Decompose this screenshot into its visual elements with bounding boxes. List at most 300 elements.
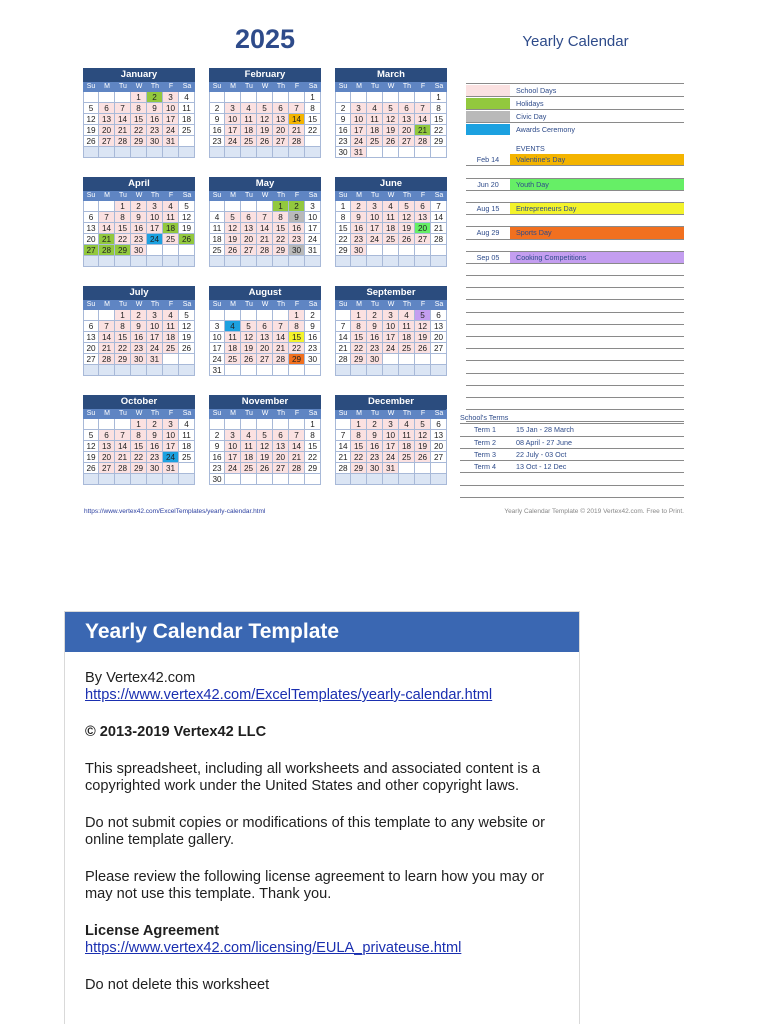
empty-cell (179, 474, 195, 485)
week-row (335, 343, 447, 354)
event-row-empty (466, 325, 684, 337)
empty-cell (115, 474, 131, 485)
day-cell: 28 (335, 354, 351, 365)
week-row (209, 365, 321, 376)
day-cell: 8 (305, 103, 321, 114)
weekday-header (209, 409, 321, 419)
weekday-label: Tu (241, 300, 257, 310)
day-cell: 15 (351, 332, 367, 343)
event-row (466, 215, 684, 227)
day-cell: 12 (225, 223, 241, 234)
empty-cell (399, 245, 415, 256)
weekday-label: M (225, 82, 241, 92)
weekday-label: Tu (115, 409, 131, 419)
day-cell: 7 (289, 103, 305, 114)
day-cell: 11 (163, 212, 179, 223)
empty-cell (131, 365, 147, 376)
day-cell: 30 (367, 354, 383, 365)
day-cell: 30 (289, 245, 305, 256)
event-row-empty (466, 398, 684, 410)
empty-cell (383, 245, 399, 256)
week-row (335, 365, 447, 376)
day-cell: 3 (351, 103, 367, 114)
empty-cell (147, 245, 163, 256)
day-cell: 25 (241, 136, 257, 147)
day-cell: 3 (147, 310, 163, 321)
day-cell: 6 (99, 430, 115, 441)
empty-cell (367, 147, 383, 158)
day-cell: 17 (383, 441, 399, 452)
day-cell: 25 (383, 234, 399, 245)
day-cell: 11 (383, 212, 399, 223)
day-cell: 4 (179, 92, 195, 103)
day-cell: 11 (225, 332, 241, 343)
empty-cell (335, 310, 351, 321)
week-row (83, 463, 195, 474)
empty-cell (289, 474, 305, 485)
day-cell: 26 (415, 343, 431, 354)
empty-cell (415, 245, 431, 256)
empty-cell (351, 474, 367, 485)
week-row (335, 201, 447, 212)
day-cell: 31 (305, 245, 321, 256)
empty-cell (209, 92, 225, 103)
day-cell: 26 (415, 452, 431, 463)
day-cell: 15 (115, 223, 131, 234)
weekday-header (83, 409, 195, 419)
day-cell: 30 (147, 136, 163, 147)
week-row (209, 430, 321, 441)
day-cell: 25 (163, 234, 179, 245)
day-cell: 5 (257, 430, 273, 441)
empty-cell (399, 365, 415, 376)
day-cell: 16 (131, 332, 147, 343)
day-cell: 3 (163, 92, 179, 103)
weekday-label: F (289, 409, 305, 419)
day-cell: 28 (99, 354, 115, 365)
month-name: April (83, 177, 195, 191)
day-cell: 17 (225, 125, 241, 136)
empty-cell (335, 474, 351, 485)
event-row-empty (466, 374, 684, 386)
empty-cell (431, 354, 447, 365)
weekday-label: Sa (179, 409, 195, 419)
day-cell: 2 (147, 92, 163, 103)
day-cell: 2 (131, 310, 147, 321)
month-name: October (83, 395, 195, 409)
day-cell: 8 (115, 321, 131, 332)
week-row (335, 354, 447, 365)
weekday-label: Sa (305, 409, 321, 419)
weekday-header (335, 191, 447, 201)
day-cell: 16 (147, 114, 163, 125)
day-cell: 30 (209, 474, 225, 485)
empty-cell (383, 147, 399, 158)
day-cell: 17 (305, 223, 321, 234)
day-cell: 8 (431, 103, 447, 114)
empty-cell (225, 419, 241, 430)
day-cell: 30 (147, 463, 163, 474)
weekday-label: M (99, 409, 115, 419)
empty-cell (415, 92, 431, 103)
day-cell: 1 (131, 92, 147, 103)
day-cell: 11 (179, 103, 195, 114)
day-cell: 9 (351, 212, 367, 223)
month-february (209, 68, 321, 158)
day-cell: 29 (115, 245, 131, 256)
day-cell: 8 (115, 212, 131, 223)
event-name: Cooking Competitions (510, 252, 684, 263)
event-name (510, 240, 684, 251)
empty-cell (179, 365, 195, 376)
week-row (83, 147, 195, 158)
empty-cell (399, 463, 415, 474)
empty-cell (83, 201, 99, 212)
weekday-label: Th (273, 409, 289, 419)
day-cell: 1 (115, 201, 131, 212)
month-november (209, 395, 321, 485)
event-row (466, 154, 684, 166)
week-row (83, 201, 195, 212)
empty-cell (179, 147, 195, 158)
template-link[interactable]: https://www.vertex42.com/ExcelTemplates/yearly-calendar.html (85, 687, 493, 703)
week-row (83, 136, 195, 147)
empty-cell (131, 474, 147, 485)
month-name: December (335, 395, 447, 409)
day-cell: 20 (99, 125, 115, 136)
day-cell: 17 (383, 332, 399, 343)
empty-cell (241, 92, 257, 103)
day-cell: 13 (273, 114, 289, 125)
week-row (335, 332, 447, 343)
day-cell: 6 (99, 103, 115, 114)
day-cell: 27 (241, 245, 257, 256)
day-cell: 6 (273, 103, 289, 114)
day-cell: 20 (431, 441, 447, 452)
weekday-label: Sa (305, 191, 321, 201)
day-cell: 18 (225, 343, 241, 354)
weekday-header (335, 300, 447, 310)
day-cell: 19 (415, 441, 431, 452)
day-cell: 18 (367, 125, 383, 136)
day-cell: 22 (305, 125, 321, 136)
weekday-label: Su (83, 300, 99, 310)
day-cell: 8 (351, 430, 367, 441)
day-cell: 29 (131, 136, 147, 147)
day-cell: 22 (351, 343, 367, 354)
day-cell: 28 (335, 463, 351, 474)
day-cell: 19 (383, 125, 399, 136)
day-cell: 2 (289, 201, 305, 212)
weekday-label: Th (273, 300, 289, 310)
month-name: February (209, 68, 321, 82)
day-cell: 23 (209, 463, 225, 474)
empty-cell (115, 419, 131, 430)
day-cell: 20 (415, 223, 431, 234)
day-cell: 14 (431, 212, 447, 223)
day-cell: 16 (147, 441, 163, 452)
term-label: Term 3 (474, 450, 496, 460)
day-cell: 11 (241, 441, 257, 452)
day-cell: 14 (257, 223, 273, 234)
month-name: March (335, 68, 447, 82)
day-cell: 17 (147, 223, 163, 234)
day-cell: 5 (383, 103, 399, 114)
day-cell: 28 (431, 234, 447, 245)
day-cell: 9 (289, 212, 305, 223)
event-name: Youth Day (510, 179, 684, 190)
day-cell: 13 (399, 114, 415, 125)
day-cell: 10 (147, 321, 163, 332)
week-row (335, 430, 447, 441)
empty-cell (179, 245, 195, 256)
empty-cell (257, 365, 273, 376)
week-row (83, 223, 195, 234)
weekday-label: M (225, 191, 241, 201)
empty-cell (209, 147, 225, 158)
day-cell: 6 (431, 419, 447, 430)
week-row (83, 212, 195, 223)
copyright-note: Yearly Calendar Template © 2019 Vertex42.com. Free to Print. (504, 508, 684, 515)
day-cell: 27 (273, 136, 289, 147)
day-cell: 13 (431, 321, 447, 332)
day-cell: 28 (415, 136, 431, 147)
day-cell: 28 (115, 136, 131, 147)
empty-cell (257, 92, 273, 103)
day-cell: 1 (305, 419, 321, 430)
weekday-header (335, 82, 447, 92)
day-cell: 2 (209, 430, 225, 441)
week-row (209, 92, 321, 103)
terms-title: School's Terms (460, 412, 684, 424)
template-info-panel (64, 611, 580, 1024)
weekday-label: M (99, 191, 115, 201)
day-cell: 6 (431, 310, 447, 321)
day-cell: 4 (399, 419, 415, 430)
day-cell: 24 (163, 452, 179, 463)
day-cell: 29 (273, 245, 289, 256)
weekday-label: Th (273, 191, 289, 201)
weekday-label: Su (83, 82, 99, 92)
day-cell: 8 (289, 321, 305, 332)
weekday-label: F (163, 82, 179, 92)
weekday-label: Th (399, 191, 415, 201)
week-row (83, 125, 195, 136)
empty-cell (415, 474, 431, 485)
week-row (209, 147, 321, 158)
day-cell: 17 (163, 441, 179, 452)
day-cell: 6 (241, 212, 257, 223)
week-row (83, 256, 195, 267)
empty-cell (383, 354, 399, 365)
day-cell: 13 (83, 332, 99, 343)
day-cell: 24 (383, 452, 399, 463)
day-cell: 26 (399, 234, 415, 245)
term-row-empty (460, 486, 684, 498)
day-cell: 7 (335, 321, 351, 332)
month-april (83, 177, 195, 267)
day-cell: 2 (335, 103, 351, 114)
empty-cell (147, 474, 163, 485)
day-cell: 24 (351, 136, 367, 147)
day-cell: 21 (335, 343, 351, 354)
empty-cell (273, 310, 289, 321)
empty-cell (179, 463, 195, 474)
empty-cell (131, 147, 147, 158)
empty-cell (241, 147, 257, 158)
day-cell: 18 (241, 452, 257, 463)
week-row (209, 103, 321, 114)
license-review-paragraph: Please review the following license agreement to learn how you may or may not use this template. Thank you. (85, 869, 545, 902)
day-cell: 27 (83, 245, 99, 256)
empty-cell (367, 256, 383, 267)
weekday-label: W (131, 409, 147, 419)
week-row (209, 441, 321, 452)
source-url[interactable]: https://www.vertex42.com/ExcelTemplates/yearly-calendar.html (84, 508, 266, 515)
day-cell: 3 (383, 310, 399, 321)
day-cell: 10 (367, 212, 383, 223)
day-cell: 31 (147, 354, 163, 365)
empty-cell (273, 147, 289, 158)
day-cell: 30 (131, 354, 147, 365)
calendar-year-title: 2025 (234, 24, 296, 54)
day-cell: 18 (179, 441, 195, 452)
weekday-label: Su (335, 300, 351, 310)
week-row (335, 310, 447, 321)
empty-cell (83, 256, 99, 267)
day-cell: 12 (241, 332, 257, 343)
day-cell: 7 (115, 103, 131, 114)
week-row (209, 245, 321, 256)
day-cell: 7 (257, 212, 273, 223)
weekday-label: W (131, 300, 147, 310)
day-cell: 19 (179, 223, 195, 234)
month-name: January (83, 68, 195, 82)
event-date: Sep 05 (476, 252, 500, 262)
day-cell: 1 (351, 419, 367, 430)
empty-cell (383, 92, 399, 103)
day-cell: 1 (351, 310, 367, 321)
day-cell: 13 (273, 441, 289, 452)
legend-row (466, 109, 684, 122)
day-cell: 24 (225, 463, 241, 474)
license-link[interactable]: https://www.vertex42.com/licensing/EULA_privateuse.html (85, 940, 462, 956)
day-cell: 15 (115, 332, 131, 343)
day-cell: 17 (147, 332, 163, 343)
weekday-label: M (351, 82, 367, 92)
day-cell: 24 (147, 343, 163, 354)
day-cell: 1 (273, 201, 289, 212)
weekday-label: M (225, 409, 241, 419)
day-cell: 9 (147, 430, 163, 441)
week-row (83, 343, 195, 354)
day-cell: 22 (115, 343, 131, 354)
empty-cell (305, 474, 321, 485)
day-cell: 10 (383, 430, 399, 441)
week-row (83, 310, 195, 321)
weekday-label: Su (209, 300, 225, 310)
empty-cell (163, 474, 179, 485)
day-cell: 6 (273, 430, 289, 441)
empty-cell (99, 92, 115, 103)
day-cell: 7 (273, 321, 289, 332)
empty-cell (431, 245, 447, 256)
day-cell: 23 (367, 452, 383, 463)
week-row (83, 430, 195, 441)
day-cell: 23 (131, 343, 147, 354)
empty-cell (415, 365, 431, 376)
day-cell: 25 (399, 343, 415, 354)
event-name: Sports Day (510, 227, 684, 238)
term-range: 15 Jan - 28 March (516, 425, 574, 435)
weekday-label: Su (83, 409, 99, 419)
day-cell: 8 (335, 212, 351, 223)
event-row-empty (466, 386, 684, 398)
day-cell: 3 (225, 430, 241, 441)
empty-cell (273, 256, 289, 267)
events-title: EVENTS (516, 144, 545, 154)
day-cell: 6 (83, 212, 99, 223)
day-cell: 19 (399, 223, 415, 234)
day-cell: 21 (289, 125, 305, 136)
day-cell: 23 (147, 452, 163, 463)
day-cell: 26 (83, 136, 99, 147)
empty-cell (83, 474, 99, 485)
day-cell: 9 (131, 321, 147, 332)
day-cell: 16 (209, 125, 225, 136)
day-cell: 31 (209, 365, 225, 376)
event-row-empty (466, 288, 684, 300)
day-cell: 29 (335, 245, 351, 256)
weekday-label: Sa (305, 82, 321, 92)
empty-cell (163, 256, 179, 267)
submission-paragraph: Do not submit copies or modifications of this template to any website or online template gallery. (85, 815, 545, 848)
day-cell: 16 (305, 332, 321, 343)
weekday-label: F (163, 300, 179, 310)
event-row (466, 252, 684, 264)
day-cell: 23 (335, 136, 351, 147)
day-cell: 16 (367, 441, 383, 452)
empty-cell (431, 147, 447, 158)
empty-cell (305, 136, 321, 147)
day-cell: 21 (115, 125, 131, 136)
empty-cell (367, 365, 383, 376)
weekday-label: M (351, 409, 367, 419)
day-cell: 11 (367, 114, 383, 125)
day-cell: 12 (399, 212, 415, 223)
empty-cell (415, 354, 431, 365)
day-cell: 12 (179, 321, 195, 332)
weekday-label: W (383, 409, 399, 419)
empty-cell (273, 474, 289, 485)
day-cell: 22 (131, 452, 147, 463)
event-row (466, 179, 684, 191)
day-cell: 1 (289, 310, 305, 321)
day-cell: 10 (225, 114, 241, 125)
empty-cell (179, 354, 195, 365)
empty-cell (115, 365, 131, 376)
weekday-label: Sa (431, 191, 447, 201)
day-cell: 10 (351, 114, 367, 125)
day-cell: 3 (209, 321, 225, 332)
event-name (510, 166, 684, 177)
day-cell: 5 (83, 103, 99, 114)
day-cell: 13 (431, 430, 447, 441)
day-cell: 18 (399, 332, 415, 343)
day-cell: 15 (431, 114, 447, 125)
weekday-header (209, 300, 321, 310)
week-row (209, 114, 321, 125)
